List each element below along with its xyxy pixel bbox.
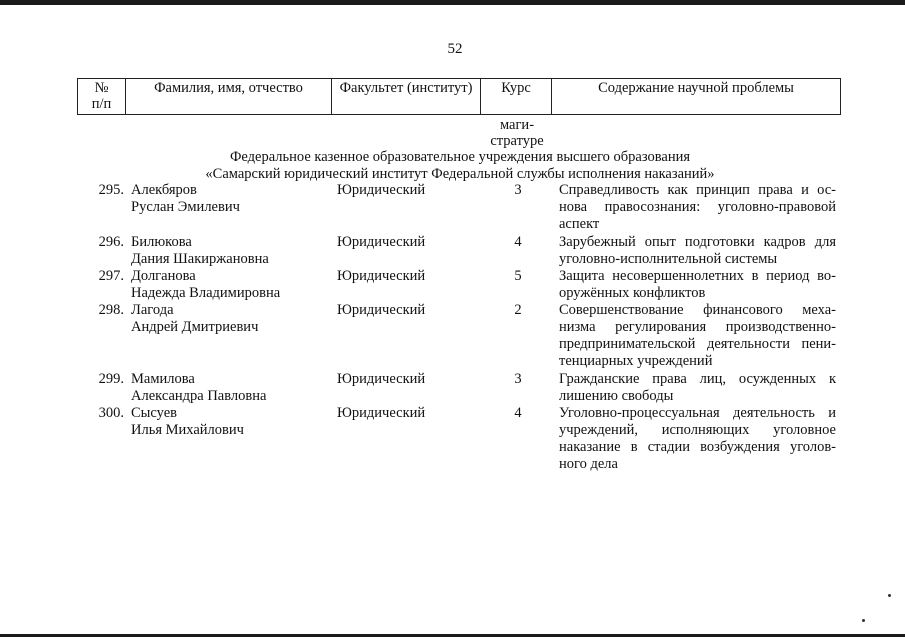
course-number: 3	[514, 182, 522, 198]
research-topic-line: низма регулирования производственно-	[559, 319, 836, 335]
research-topic-line: нова правосознания: уголовно-правовой	[559, 199, 836, 215]
research-topic-line: лишению свободы	[559, 388, 674, 404]
header-course: Курс	[501, 80, 531, 96]
table-header	[77, 78, 841, 115]
bottom-border-rule	[0, 634, 905, 637]
research-topic-line: Справедливость как принцип права и ос-	[559, 182, 836, 198]
row-number: 299.	[98, 371, 124, 387]
student-surname: Лагода	[131, 302, 174, 318]
header-faculty: Факультет (институт)	[339, 80, 473, 96]
course-number: 3	[514, 371, 522, 387]
research-topic-line: тенциарных учреждений	[559, 353, 713, 369]
research-topic-line: предпринимательской деятельности пени-	[559, 336, 836, 352]
scan-speck	[888, 594, 891, 597]
header-num-abbr: п/п	[91, 96, 112, 112]
institution-heading-line2: «Самарский юридический институт Федеральной службы исполнения наказаний»	[205, 166, 715, 182]
research-topic-line: Защита несовершеннолетних в период во-	[559, 268, 836, 284]
course-number: 5	[514, 268, 522, 284]
course-number: 4	[514, 234, 522, 250]
research-topic-line: Зарубежный опыт подготовки кадров для	[559, 234, 836, 250]
research-topic-line: Совершенствование финансового меха-	[559, 302, 836, 318]
research-topic	[559, 182, 836, 233]
row-number: 296.	[98, 234, 124, 250]
top-border-rule	[0, 0, 905, 5]
course-number: 4	[514, 405, 522, 421]
faculty-name: Юридический	[337, 371, 426, 387]
institution-heading-line1: Федеральное казенное образовательное учреждения высшего образования	[229, 149, 691, 165]
student-name	[131, 371, 331, 405]
header-num-symbol: №	[94, 80, 109, 96]
faculty-name: Юридический	[337, 182, 426, 198]
student-name	[131, 234, 331, 268]
research-topic-line: учреждений, исполняющих уголовное	[559, 422, 836, 438]
course-number: 2	[514, 302, 522, 318]
student-surname: Мамилова	[131, 371, 195, 387]
student-given-names: Андрей Дмитриевич	[131, 319, 259, 335]
student-name	[131, 182, 331, 216]
research-topic	[559, 268, 836, 302]
header-fio: Фамилия, имя, отчество	[154, 80, 303, 96]
faculty-name: Юридический	[337, 268, 426, 284]
row-number: 295.	[98, 182, 124, 198]
research-topic-line: аспект	[559, 216, 600, 232]
research-topic	[559, 405, 836, 473]
row-number: 297.	[98, 268, 124, 284]
continued-course-line: маги-	[499, 117, 535, 133]
research-topic-line: ного дела	[559, 456, 618, 472]
research-topic-line: Уголовно-процессуальная деятельность и	[559, 405, 836, 421]
research-topic	[559, 302, 836, 370]
page-number: 52	[447, 41, 463, 57]
research-topic	[559, 371, 836, 405]
student-surname: Билюкова	[131, 234, 192, 250]
continued-course-line: стратуре	[490, 133, 544, 149]
faculty-name: Юридический	[337, 405, 426, 421]
student-surname: Долганова	[131, 268, 196, 284]
student-name	[131, 405, 331, 439]
student-given-names: Руслан Эмилевич	[131, 199, 240, 215]
research-topic-line: оружённых конфликтов	[559, 285, 706, 301]
student-name	[131, 268, 331, 302]
student-surname: Сысуев	[131, 405, 177, 421]
student-surname: Алекбяров	[131, 182, 197, 198]
faculty-name: Юридический	[337, 302, 426, 318]
student-name	[131, 302, 331, 336]
student-given-names: Надежда Владимировна	[131, 285, 281, 301]
continued-course-text	[483, 117, 551, 149]
header-num-cell	[78, 80, 125, 112]
student-given-names: Дания Шакиржановна	[131, 251, 269, 267]
research-topic-line: наказание в стадии возбуждения уголов-	[559, 439, 836, 455]
research-topic-line: Гражданские права лиц, осужденных к	[559, 371, 836, 387]
header-topic: Содержание научной проблемы	[598, 80, 794, 96]
faculty-name: Юридический	[337, 234, 426, 250]
student-given-names: Александра Павловна	[131, 388, 267, 404]
research-topic-line: уголовно-исполнительной системы	[559, 251, 778, 267]
scan-speck	[862, 619, 865, 622]
research-topic	[559, 234, 836, 268]
row-number: 298.	[98, 302, 124, 318]
row-number: 300.	[98, 405, 124, 421]
student-given-names: Илья Михайлович	[131, 422, 244, 438]
